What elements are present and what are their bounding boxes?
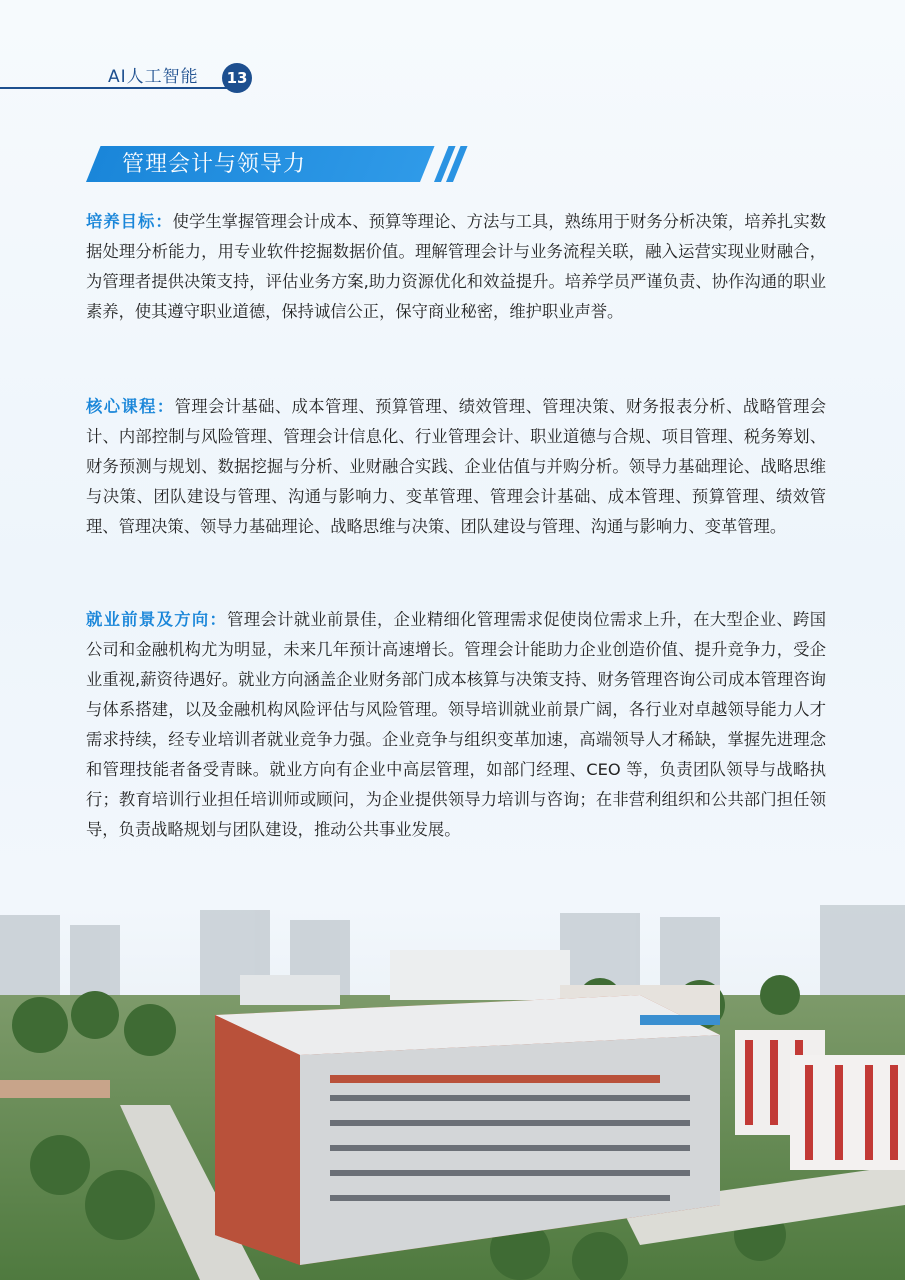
campus-photo xyxy=(0,905,905,1280)
courses-paragraph xyxy=(86,392,826,542)
career-paragraph xyxy=(86,605,826,845)
section-title: 管理会计与领导力 xyxy=(122,152,307,177)
goals-text: 使学生掌握管理会计成本、预算等理论、方法与工具，熟练用于财务分析决策，培养扎实数据处理分析能力，用专业软件挖掘数据价值。理解管理会计与业务流程关联，融入运营实现业财融合，为管理者提供决策支持，评估业务方案,助力资源优化和效益提升。培养学员严谨负责、协作沟通的职业素养，使其遵守职业道德，保持诚信公正，保守商业秘密，维护职业声誉。 xyxy=(86,212,826,321)
header-rule xyxy=(0,87,228,89)
career-text: 管理会计就业前景佳，企业精细化管理需求促使岗位需求上升，在大型企业、跨国公司和金融机构尤为明显，未来几年预计高速增长。管理会计能助力企业创造价值、提升竞争力，受企业重视,薪资待遇好。就业方向涵盖企业财务部门成本核算与决策支持、财务管理咨询公司成本管理咨询与体系搭建，以及金融机构风险评估与风险管理。领导培训就业前景广阔，各行业对卓越领导能力人才需求持续，经专业培训者就业竞争力强。企业竞争与组织变革加速，高端领导人才稀缺，掌握先进理念和管理技能者备受青睐。就业方向有企业中高层管理，如部门经理、CEO 等，负责团队领导与战略执行；教育培训行业担任培训师或顾问，为企业提供领导力培训与咨询；在非营利组织和公共部门担任领导，负责战略规划与团队建设，推动公共事业发展。 xyxy=(86,610,826,839)
courses-text: 管理会计基础、成本管理、预算管理、绩效管理、管理决策、财务报表分析、战略管理会计、内部控制与风险管理、管理会计信息化、行业管理会计、职业道德与合规、项目管理、税务筹划、财务预测与规划、数据挖掘与分析、业财融合实践、企业估值与并购分析。领导力基础理论、战略思维与决策、团队建设与管理、沟通与影响力、变革管理、管理会计基础、成本管理、预算管理、绩效管理、管理决策、领导力基础理论、战略思维与决策、团队建设与管理、沟通与影响力、变革管理。 xyxy=(86,397,826,536)
goals-label: 培养目标： xyxy=(86,212,173,231)
goals-paragraph xyxy=(86,207,826,327)
header-title: AI人工智能 xyxy=(108,67,199,87)
courses-label: 核心课程： xyxy=(86,397,175,416)
page-number-badge: 13 xyxy=(222,63,252,93)
campus-illustration xyxy=(0,905,905,1280)
career-label: 就业前景及方向： xyxy=(86,610,228,629)
